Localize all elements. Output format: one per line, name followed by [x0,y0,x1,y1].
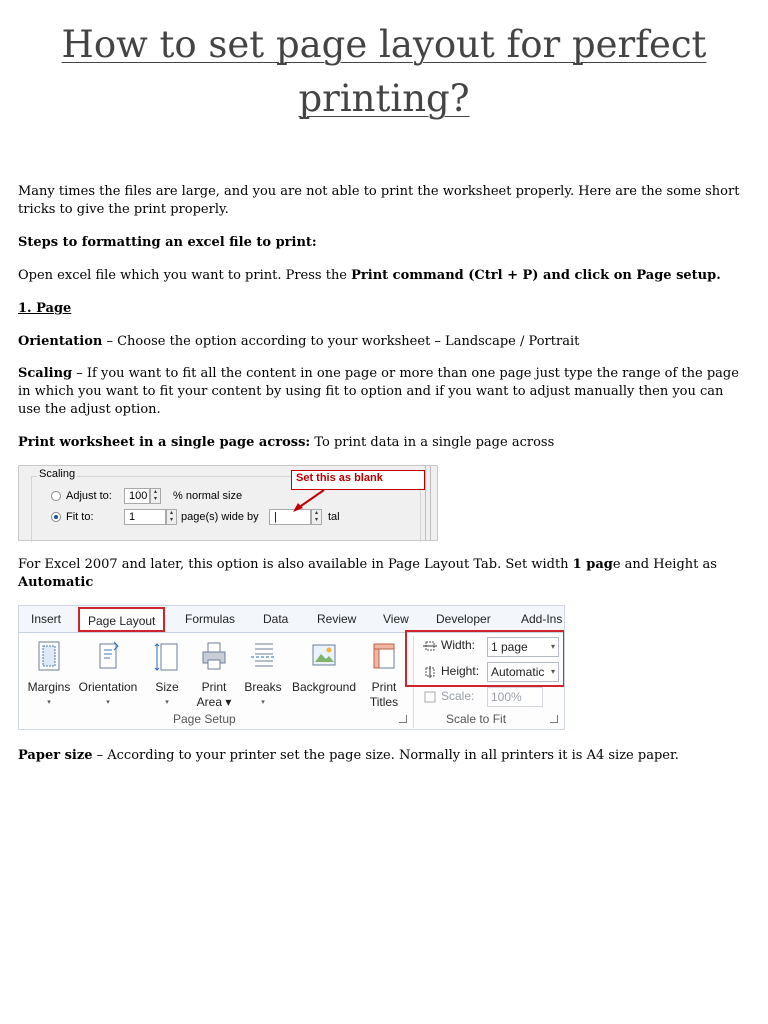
height-value: Automatic [491,665,545,679]
page-setup-launcher-icon[interactable] [399,715,407,723]
scale-label: Scale: [441,689,475,703]
scale-to-fit-launcher-icon[interactable] [550,715,558,723]
adjust-to-radio[interactable] [51,491,61,501]
fit-tall-input[interactable]: | [269,509,311,525]
open-instruction: Open excel file which you want to print. Press the Print command (Ctrl + P) and click on Page setup. [18,268,721,283]
page-layout-ribbon-screenshot [18,605,565,730]
fit-to-label: Fit to: [66,511,94,523]
print-area-label: Print Area ▾ [196,680,232,709]
height-label: Height: [441,664,480,678]
fit-wide-suffix: page(s) wide by [181,511,259,523]
height-row [423,664,479,678]
orientation-label: Orientation [78,680,138,694]
dialog-edge [425,466,431,540]
height-combo[interactable] [487,662,559,682]
intro-paragraph: Many times the files are large, and you are not able to print the worksheet properly. Here are the some short tricks to give the print properly. [18,184,740,217]
adjust-suffix: % normal size [173,490,243,502]
margins-label: Margins [27,680,71,694]
tab-data[interactable]: Data [263,612,289,626]
printer-icon [200,640,228,672]
background-label: Background [291,680,357,694]
width-icon [423,640,437,652]
chevron-down-icon: ▾ [261,699,265,706]
page-setup-group-label: Page Setup [173,712,236,726]
height-icon [423,666,437,678]
scale-icon [423,691,437,703]
fit-wide-spinner[interactable]: ▴ ▾ [166,509,177,525]
width-combo[interactable] [487,637,559,657]
chevron-down-icon: ▾ [165,699,169,706]
margins-button[interactable] [25,640,73,710]
scale-field[interactable] [487,687,543,707]
print-titles-label: Print Titles [369,680,399,709]
width-row [423,638,475,652]
size-button[interactable] [147,640,187,710]
size-icon [153,640,181,672]
scaling-paragraph: Scaling – If you want to fit all the content in one page or more than one page just type the range of the page in which you want to fit your content by using fit to option and if you want to adjust manually then you can use the adjust option. [18,366,739,417]
tab-add-ins[interactable]: Add-Ins [521,612,563,626]
orientation-button[interactable] [75,640,141,710]
scale-value: 100% [491,690,522,704]
chevron-down-icon: ▾ [550,642,555,651]
print-area-button[interactable] [193,640,235,710]
fit-to-radio[interactable] [51,512,61,522]
width-value: 1 page [491,640,528,654]
chevron-down-icon: ▾ [47,699,51,706]
size-label: Size [155,680,179,694]
margins-icon [35,640,63,672]
scale-row [423,689,474,703]
print-single-paragraph: Print worksheet in a single page across: To print data in a single page across [18,435,555,450]
scale-to-fit-group-label: Scale to Fit [446,712,507,726]
adjust-to-label: Adjust to: [66,490,112,502]
fit-wide-input[interactable]: 1 [124,509,166,525]
background-button[interactable] [289,640,359,695]
fit-tall-suffix: tal [328,511,340,523]
print-titles-button[interactable] [365,640,403,710]
tab-formulas[interactable]: Formulas [185,612,236,626]
fit-tall-spinner[interactable]: ▴ ▾ [311,509,322,525]
page-title: How to set page layout for perfect printing? [61,23,707,120]
steps-heading: Steps to formatting an excel file to print: [18,235,317,250]
orientation-paragraph: Orientation – Choose the option according to your worksheet – Landscape / Portrait [18,334,580,349]
print-titles-icon [370,640,398,672]
orientation-icon [94,640,122,672]
width-label: Width: [441,638,476,652]
tab-review[interactable]: Review [317,612,357,626]
tab-view[interactable]: View [383,612,409,626]
callout-arrow [290,488,330,514]
section-page-heading: 1. Page [18,301,72,316]
breaks-button[interactable] [241,640,285,710]
background-image-icon [310,640,338,672]
tab-insert[interactable]: Insert [31,612,62,626]
tab-developer[interactable]: Developer [436,612,491,626]
ribbon-tabs [19,606,564,633]
paper-size-paragraph: Paper size – According to your printer set the page size. Normally in all printers it is A4 size paper. [18,748,679,763]
breaks-label: Breaks [244,680,282,694]
set-blank-callout: Set this as blank [291,470,425,490]
adjust-to-input[interactable]: 100 [124,488,150,504]
breaks-icon [249,640,277,672]
tab-page-layout[interactable]: Page Layout [78,607,165,632]
adjust-spinner[interactable]: ▴ ▾ [150,488,161,504]
chevron-down-icon: ▾ [106,699,110,706]
excel-2007-paragraph: For Excel 2007 and later, this option is also available in Page Layout Tab. Set width 1 page and Height as Automatic [18,557,717,590]
chevron-down-icon: ▾ [550,667,555,676]
scaling-legend: Scaling [39,468,76,480]
